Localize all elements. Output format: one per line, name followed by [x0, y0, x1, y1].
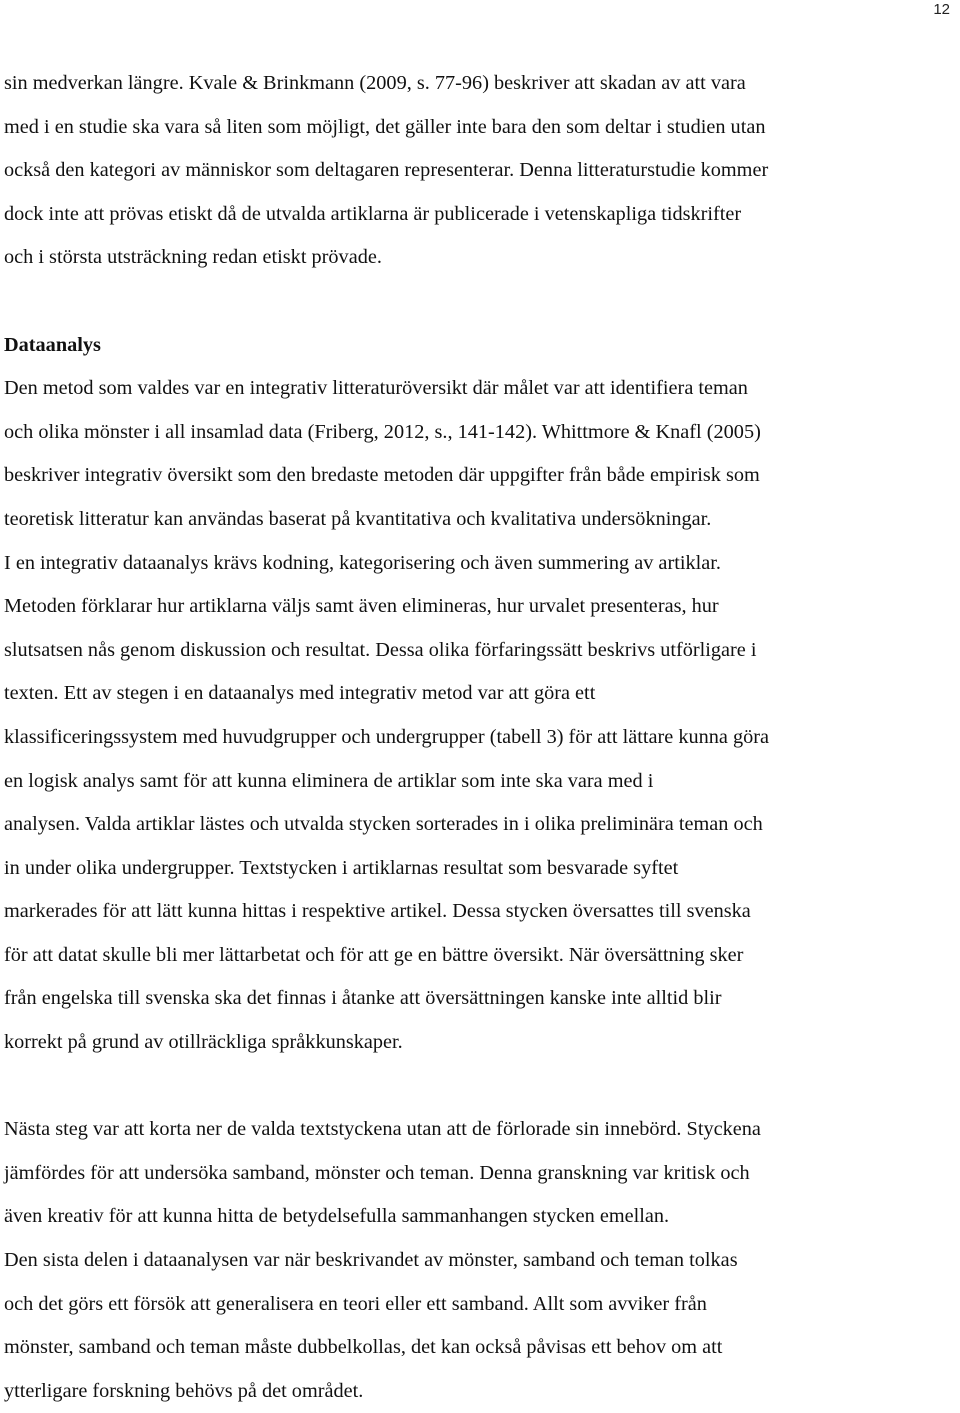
- ethics-paragraph: [4, 62, 958, 280]
- section-heading-dataanalys: Dataanalys: [4, 333, 101, 356]
- text-line: en logisk analys samt för att kunna eliminera de artiklar som inte ska vara med i: [4, 769, 654, 792]
- text-line: med i en studie ska vara så liten som möjligt, det gäller inte bara den som deltar i studien utan: [4, 115, 766, 138]
- text-line: mönster, samband och teman måste dubbelkollas, det kan också påvisas ett behov om att: [4, 1336, 723, 1359]
- text-line: I en integrativ dataanalys krävs kodning, kategorisering och även summering av artiklar.: [4, 551, 721, 574]
- page-number: 12: [933, 1, 950, 18]
- text-line: in under olika undergrupper. Textstycken i artiklarnas resultat som besvarade syftet: [4, 856, 679, 879]
- text-line: även kreativ för att kunna hitta de betydelsefulla sammanhangen stycken emellan.: [4, 1205, 670, 1228]
- text-line: ytterligare forskning behövs på det området.: [4, 1379, 364, 1402]
- text-line: beskriver integrativ översikt som den bredaste metoden där uppgifter från både empirisk som: [4, 464, 760, 487]
- text-line: och det görs ett försök att generalisera en teori eller ett samband. Allt som avviker från: [4, 1292, 707, 1315]
- text-line: slutsatsen nås genom diskussion och resultat. Dessa olika förfaringssätt beskrivs utförligare i: [4, 638, 757, 661]
- paragraph-spacer: [4, 280, 958, 324]
- text-line: klassificeringssystem med huvudgrupper och undergrupper (tabell 3) för att lättare kunna göra: [4, 725, 770, 748]
- text-line: Den metod som valdes var en integrativ litteraturöversikt där målet var att identifiera teman: [4, 377, 748, 400]
- text-line: korrekt på grund av otillräckliga språkkunskaper.: [4, 1031, 403, 1054]
- text-line: för att datat skulle bli mer lättarbetat och för att ge en bättre översikt. När översättning sker: [4, 943, 744, 966]
- text-line: också den kategori av människor som deltagaren representerar. Denna litteraturstudie kommer: [4, 159, 769, 182]
- text-line: texten. Ett av stegen i en dataanalys med integrativ metod var att göra ett: [4, 682, 596, 705]
- text-line: dock inte att prövas etiskt då de utvalda artiklarna är publicerade i vetenskapliga tidskrifter: [4, 202, 742, 225]
- document-body: [4, 62, 958, 1413]
- text-line: Metoden förklarar hur artiklarna väljs samt även elimineras, hur urvalet presenteras, hur: [4, 595, 719, 618]
- paragraph-spacer: [4, 1065, 958, 1109]
- text-line: från engelska till svenska ska det finnas i åtanke att översättningen kanske inte alltid blir: [4, 987, 722, 1010]
- text-line: analysen. Valda artiklar lästes och utvalda stycken sorterades in i olika preliminära teman och: [4, 813, 763, 836]
- dataanalys-paragraph: [4, 367, 958, 1065]
- text-line: teoretisk litteratur kan användas baserat på kvantitativa och kvalitativa undersökningar.: [4, 507, 712, 530]
- text-line: Den sista delen i dataanalysen var när beskrivandet av mönster, samband och teman tolkas: [4, 1249, 738, 1272]
- text-line: markerades för att lätt kunna hittas i respektive artikel. Dessa stycken översattes till svenska: [4, 900, 751, 923]
- text-line: Nästa steg var att korta ner de valda textstyckena utan att de förlorade sin innebörd. Styckena: [4, 1118, 761, 1141]
- text-line: sin medverkan längre. Kvale & Brinkmann (2009, s. 77-96) beskriver att skadan av att vara: [4, 72, 746, 94]
- text-line: och olika mönster i all insamlad data (Friberg, 2012, s., 141-142). Whittmore & Knafl (2005): [4, 420, 761, 443]
- text-line: jämfördes för att undersöka samband, mönster och teman. Denna granskning var kritisk och: [4, 1161, 750, 1184]
- text-line: och i största utsträckning redan etiskt prövade.: [4, 246, 382, 269]
- analysis-steps-paragraph: [4, 1108, 958, 1413]
